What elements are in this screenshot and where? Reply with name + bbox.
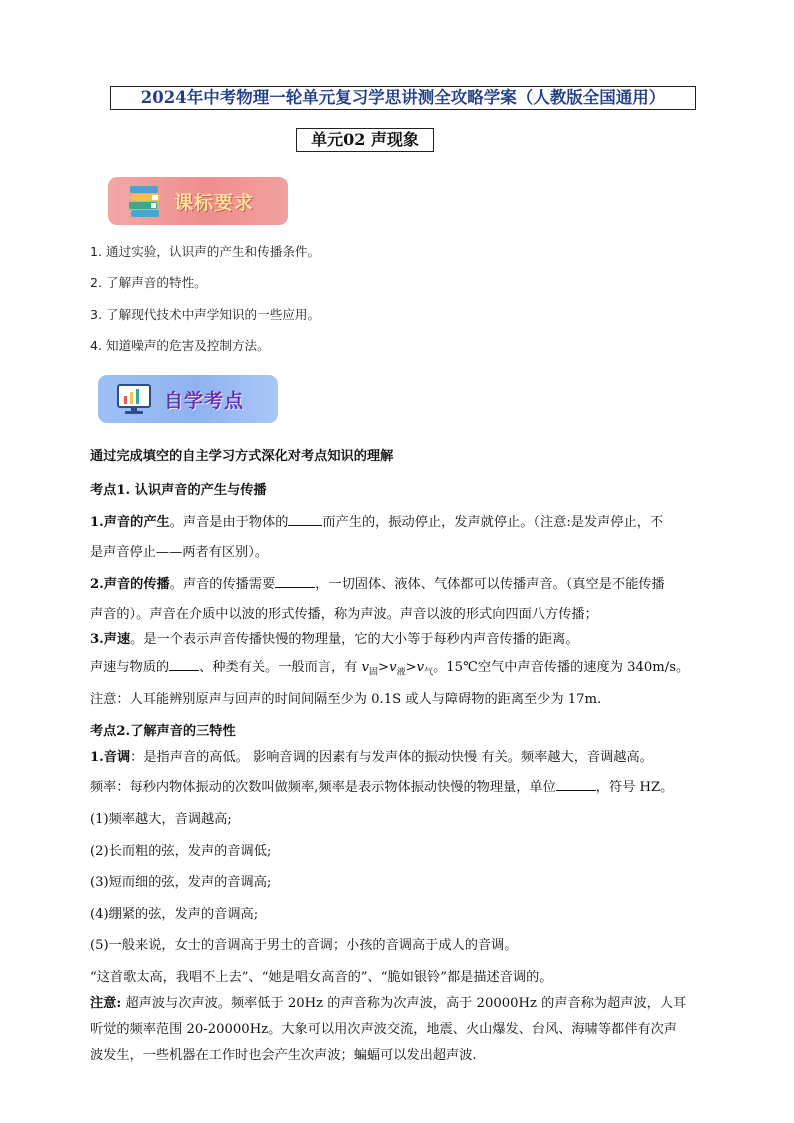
section-intro: 通过完成填空的自主学习方式深化对考点知识的理解 [90,449,394,464]
paragraph-sound-propagation: 2.声音的传播。声音的传播需要 ，一切固体、液体、气体都可以传播声音。（真空是不能传播 [90,577,665,592]
computer-chart-icon [114,379,154,419]
requirement-item: 1. 通过实验，认识声的产生和传播条件。 [90,244,321,259]
course-requirements-banner [108,177,288,225]
banner-label: 课标要求 [174,191,255,214]
fill-in-blank[interactable] [169,658,199,671]
paragraph-line: 波发生，一些机器在工作时也会产生次声波；蝙蝠可以发出超声波. [90,1048,477,1063]
self-study-banner [98,375,278,423]
books-icon [124,181,164,221]
requirement-item: 4. 知道噪声的危害及控制方法。 [90,338,270,353]
key-point-1-title: 考点1. 认识声音的产生与传播 [90,483,267,498]
paragraph-line: 声音的）。声音在介质中以波的形式传播，称为声波。声音以波的形式向四面八方传播； [90,607,598,622]
unit-title: 单元02 声现象 [296,128,434,152]
requirement-item: 2. 了解声音的特性。 [90,275,207,290]
paragraph-line: 听觉的频率范围 20-20000Hz。大象可以用次声波交流，地震、火山爆发、台风、海啸等都伴有次声 [90,1022,677,1037]
list-item: (2)长而粗的弦，发声的音调低; [90,844,272,859]
paragraph-frequency: 频率：每秒内物体振动的次数叫做频率,频率是表示物体振动快慢的物理量，单位 ，符号 HZ。 [90,780,674,795]
list-item: (4)绷紧的弦，发声的音调高; [90,907,259,922]
list-item: (5)一般来说，女士的音调高于男士的音调；小孩的音调高于成人的音调。 [90,938,518,953]
paragraph-line: 声速与物质的 、种类有关。一般而言，有 $v_固>v_液>v_气$。15℃空气中声音传播的速度为 340m/s。 [90,660,690,678]
note-ultrasound: 注意: 超声波与次声波。频率低于 20Hz 的声音称为次声波，高于 20000Hz 的声音称为超声波，人耳 [90,996,687,1011]
paragraph-sound-speed: 3.声速。是一个表示声音传播快慢的物理量，它的大小等于每秒内声音传播的距离。 [90,632,579,647]
banner-label: 自学考点 [164,389,245,412]
fill-in-blank[interactable] [556,778,596,791]
fill-in-blank[interactable] [275,575,315,588]
list-item: (1)频率越大，音调越高; [90,812,232,827]
list-item: (3)短而细的弦，发声的音调高; [90,875,272,890]
fill-in-blank[interactable] [288,513,322,526]
quote-line: “这首歌太高，我唱不上去”、“她是唱女高音的”、“脆如银铃”都是描述音调的。 [90,970,553,985]
paragraph-pitch: 1.音调：是指声音的高低。 影响音调的因素有与发声体的振动快慢 有关。频率越大，音调越高。 [90,750,653,765]
key-point-2-title: 考点2.了解声音的三特性 [90,724,236,739]
paragraph-sound-production: 1.声音的产生。声音是由于物体的 而产生的，振动停止，发声就停止。（注意:是发声停止，不 [90,515,664,530]
document-title: 2024年中考物理一轮单元复习学思讲测全攻略学案（人教版全国通用） [110,86,696,110]
note-echo: 注意：人耳能辨别原声与回声的时间间隔至少为 0.1S 或人与障碍物的距离至少为 17m. [90,692,602,707]
requirement-item: 3. 了解现代技术中声学知识的一些应用。 [90,307,321,322]
paragraph-line: 是声音停止——两者有区别）。 [90,545,269,560]
